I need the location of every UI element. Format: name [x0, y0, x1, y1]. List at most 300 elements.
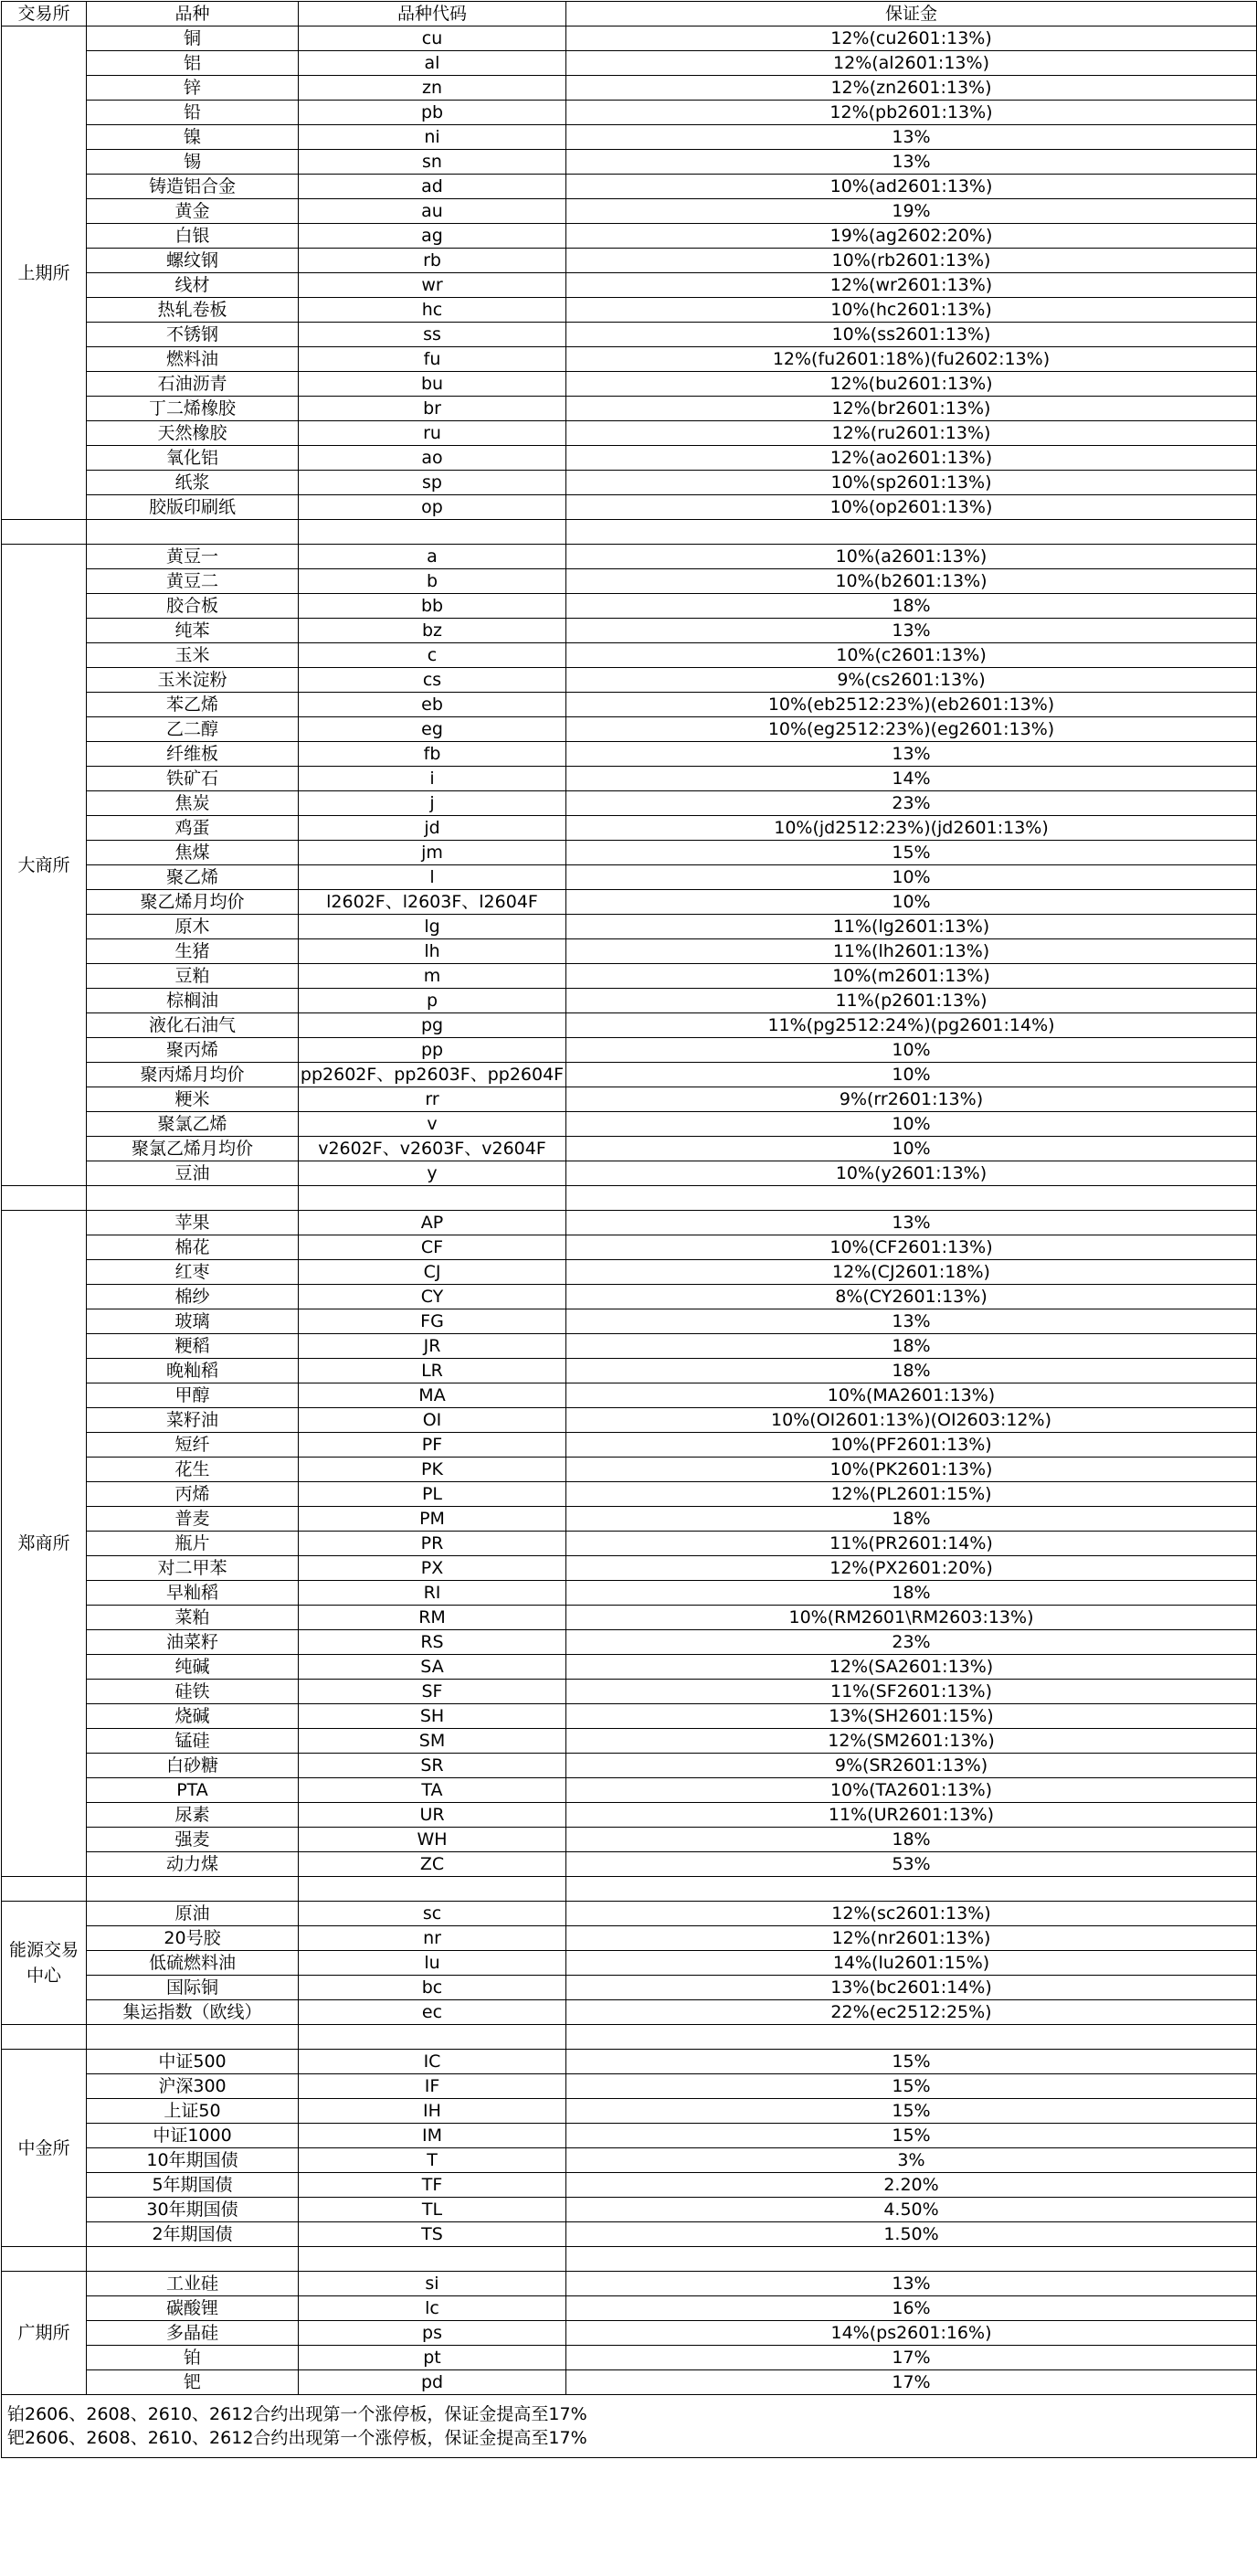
product-name-cell: 焦煤: [87, 841, 299, 865]
product-name-cell: 黄豆二: [87, 569, 299, 594]
margin-cell: 17%: [566, 2346, 1257, 2370]
table-row: [2, 1630, 1257, 1655]
product-code-cell: zn: [299, 76, 566, 101]
product-name-cell: 烧碱: [87, 1704, 299, 1729]
table-row: [2, 249, 1257, 273]
product-code-cell: PM: [299, 1507, 566, 1532]
exchange-cell: 能源交易中心: [2, 1902, 87, 2025]
product-name-cell: 焦炭: [87, 791, 299, 816]
margin-cell: 12%(nr2601:13%): [566, 1926, 1257, 1951]
product-name-cell: 锌: [87, 76, 299, 101]
table-row: [2, 619, 1257, 643]
table-row: [2, 1137, 1257, 1161]
table-row: [2, 915, 1257, 939]
product-name-cell: 粳米: [87, 1087, 299, 1112]
product-name-cell: 鸡蛋: [87, 816, 299, 841]
product-code-cell: v: [299, 1112, 566, 1137]
product-code-cell: si: [299, 2272, 566, 2296]
margin-cell: 12%(SA2601:13%): [566, 1655, 1257, 1680]
header-product-code: 品种代码: [299, 2, 566, 27]
table-row: [2, 1976, 1257, 2000]
margin-cell: 12%(fu2601:18%)(fu2602:13%): [566, 347, 1257, 372]
exchange-cell: 中金所: [2, 2050, 87, 2247]
product-code-cell: TL: [299, 2198, 566, 2222]
product-name-cell: 花生: [87, 1458, 299, 1482]
empty-cell: [299, 1186, 566, 1211]
table-row: [2, 1359, 1257, 1383]
margin-cell: 10%: [566, 865, 1257, 890]
product-name-cell: 低硫燃料油: [87, 1951, 299, 1976]
margin-cell: 15%: [566, 2099, 1257, 2124]
table-row: [2, 175, 1257, 199]
margin-cell: 10%: [566, 1112, 1257, 1137]
product-name-cell: 液化石油气: [87, 1013, 299, 1038]
table-row: [2, 2321, 1257, 2346]
empty-cell: [87, 520, 299, 545]
product-code-cell: j: [299, 791, 566, 816]
product-name-cell: 胶合板: [87, 594, 299, 619]
product-name-cell: 黄豆一: [87, 545, 299, 569]
margin-cell: 10%(op2601:13%): [566, 495, 1257, 520]
product-name-cell: 工业硅: [87, 2272, 299, 2296]
margin-cell: 9%(cs2601:13%): [566, 668, 1257, 693]
exchange-cell: 大商所: [2, 545, 87, 1186]
margin-cell: 10%: [566, 1038, 1257, 1063]
product-name-cell: 沪深300: [87, 2074, 299, 2099]
empty-cell: [566, 2025, 1257, 2050]
margin-cell: 18%: [566, 1334, 1257, 1359]
table-row: [2, 2173, 1257, 2198]
table-row: [2, 421, 1257, 446]
table-row: [2, 2074, 1257, 2099]
table-row: [2, 1680, 1257, 1704]
table-row: [2, 1063, 1257, 1087]
product-name-cell: 铂: [87, 2346, 299, 2370]
product-code-cell: br: [299, 397, 566, 421]
margin-cell: 1.50%: [566, 2222, 1257, 2247]
product-code-cell: RM: [299, 1606, 566, 1630]
table-row: [2, 1606, 1257, 1630]
product-code-cell: sp: [299, 471, 566, 495]
margin-cell: 13%: [566, 1309, 1257, 1334]
product-code-cell: SF: [299, 1680, 566, 1704]
product-name-cell: 苯乙烯: [87, 693, 299, 717]
product-code-cell: sc: [299, 1902, 566, 1926]
table-row: [2, 569, 1257, 594]
margin-cell: 10%: [566, 1137, 1257, 1161]
table-row: [2, 101, 1257, 125]
table-row: [2, 1334, 1257, 1359]
product-name-cell: 纸浆: [87, 471, 299, 495]
product-code-cell: op: [299, 495, 566, 520]
margin-cell: 10%(hc2601:13%): [566, 298, 1257, 323]
margin-cell: 10%(PF2601:13%): [566, 1433, 1257, 1458]
product-name-cell: 棉花: [87, 1235, 299, 1260]
margin-cell: 9%(SR2601:13%): [566, 1754, 1257, 1778]
product-name-cell: 动力煤: [87, 1852, 299, 1877]
product-name-cell: 黄金: [87, 199, 299, 224]
header-margin: 保证金: [566, 2, 1257, 27]
table-row: [2, 471, 1257, 495]
margin-cell: 10%(MA2601:13%): [566, 1383, 1257, 1408]
table-row: [2, 989, 1257, 1013]
product-code-cell: CY: [299, 1285, 566, 1309]
table-row: [2, 1260, 1257, 1285]
product-code-cell: PF: [299, 1433, 566, 1458]
product-code-cell: nr: [299, 1926, 566, 1951]
product-code-cell: y: [299, 1161, 566, 1186]
product-code-cell: lh: [299, 939, 566, 964]
margin-cell: 13%(SH2601:15%): [566, 1704, 1257, 1729]
product-code-cell: p: [299, 989, 566, 1013]
product-name-cell: 玉米淀粉: [87, 668, 299, 693]
table-row: [2, 446, 1257, 471]
empty-cell: [2, 2025, 87, 2050]
product-code-cell: MA: [299, 1383, 566, 1408]
product-name-cell: 红枣: [87, 1260, 299, 1285]
margin-cell: 12%(PX2601:20%): [566, 1556, 1257, 1581]
margin-cell: 18%: [566, 1581, 1257, 1606]
table-row: [2, 1482, 1257, 1507]
table-row: [2, 841, 1257, 865]
product-code-cell: bb: [299, 594, 566, 619]
margin-cell: 10%(y2601:13%): [566, 1161, 1257, 1186]
product-name-cell: 生猪: [87, 939, 299, 964]
margin-cell: 12%(pb2601:13%): [566, 101, 1257, 125]
table-row: [2, 1581, 1257, 1606]
product-code-cell: SM: [299, 1729, 566, 1754]
margin-cell: 12%(CJ2601:18%): [566, 1260, 1257, 1285]
table-row: [2, 298, 1257, 323]
table-row: [2, 273, 1257, 298]
table-row: [2, 742, 1257, 767]
product-code-cell: PK: [299, 1458, 566, 1482]
product-name-cell: 国际铜: [87, 1976, 299, 2000]
product-name-cell: 尿素: [87, 1803, 299, 1828]
table-row: [2, 1458, 1257, 1482]
margin-cell: 15%: [566, 2050, 1257, 2074]
product-name-cell: 普麦: [87, 1507, 299, 1532]
product-code-cell: pt: [299, 2346, 566, 2370]
product-name-cell: 螺纹钢: [87, 249, 299, 273]
exchange-cell: 郑商所: [2, 1211, 87, 1877]
product-code-cell: pb: [299, 101, 566, 125]
table-row: [2, 2000, 1257, 2025]
spacer-row: [2, 1877, 1257, 1902]
product-name-cell: 碳酸锂: [87, 2296, 299, 2321]
margin-cell: 13%(bc2601:14%): [566, 1976, 1257, 2000]
table-row: [2, 1383, 1257, 1408]
product-name-cell: 锡: [87, 150, 299, 175]
product-code-cell: TS: [299, 2222, 566, 2247]
product-code-cell: FG: [299, 1309, 566, 1334]
table-row: [2, 76, 1257, 101]
spacer-row: [2, 1186, 1257, 1211]
product-name-cell: 中证500: [87, 2050, 299, 2074]
empty-cell: [566, 2247, 1257, 2272]
margin-cell: 15%: [566, 841, 1257, 865]
product-code-cell: OI: [299, 1408, 566, 1433]
margin-cell: 14%(ps2601:16%): [566, 2321, 1257, 2346]
margin-cell: 23%: [566, 791, 1257, 816]
margin-cell: 18%: [566, 594, 1257, 619]
margin-cell: 13%: [566, 619, 1257, 643]
margin-cell: 13%: [566, 742, 1257, 767]
margin-cell: 12%(br2601:13%): [566, 397, 1257, 421]
product-name-cell: 胶版印刷纸: [87, 495, 299, 520]
product-code-cell: cs: [299, 668, 566, 693]
table-row: [2, 2222, 1257, 2247]
table-row: [2, 2370, 1257, 2395]
product-name-cell: 原木: [87, 915, 299, 939]
margin-cell: 10%(ad2601:13%): [566, 175, 1257, 199]
product-name-cell: 晚籼稻: [87, 1359, 299, 1383]
product-name-cell: 不锈钢: [87, 323, 299, 347]
product-name-cell: 铸造铝合金: [87, 175, 299, 199]
product-name-cell: 燃料油: [87, 347, 299, 372]
table-row: [2, 545, 1257, 569]
product-code-cell: PL: [299, 1482, 566, 1507]
margin-cell: 12%(sc2601:13%): [566, 1902, 1257, 1926]
margin-cell: 11%(pg2512:24%)(pg2601:14%): [566, 1013, 1257, 1038]
product-code-cell: bc: [299, 1976, 566, 2000]
table-row: [2, 397, 1257, 421]
product-name-cell: 白砂糖: [87, 1754, 299, 1778]
product-name-cell: 纤维板: [87, 742, 299, 767]
empty-cell: [2, 2247, 87, 2272]
table-row: [2, 594, 1257, 619]
note-text: 铂2606、2608、2610、2612合约出现第一个涨停板，保证金提高至17%: [2, 2395, 1257, 2427]
margin-cell: 19%(ag2602:20%): [566, 224, 1257, 249]
product-code-cell: v2602F、v2603F、v2604F: [299, 1137, 566, 1161]
product-code-cell: CJ: [299, 1260, 566, 1285]
margin-cell: 10%(PK2601:13%): [566, 1458, 1257, 1482]
product-name-cell: 短纤: [87, 1433, 299, 1458]
product-code-cell: cu: [299, 27, 566, 51]
empty-cell: [299, 2247, 566, 2272]
margin-cell: 10%(TA2601:13%): [566, 1778, 1257, 1803]
product-name-cell: 纯碱: [87, 1655, 299, 1680]
product-name-cell: 铁矿石: [87, 767, 299, 791]
margin-table-container: [1, 1, 1256, 2458]
margin-cell: 14%: [566, 767, 1257, 791]
table-row: [2, 1433, 1257, 1458]
table-row: [2, 2346, 1257, 2370]
product-code-cell: PR: [299, 1532, 566, 1556]
product-name-cell: 对二甲苯: [87, 1556, 299, 1581]
empty-cell: [299, 2025, 566, 2050]
table-row: [2, 1235, 1257, 1260]
product-code-cell: SA: [299, 1655, 566, 1680]
product-code-cell: WH: [299, 1828, 566, 1852]
product-name-cell: 棉纱: [87, 1285, 299, 1309]
product-name-cell: 中证1000: [87, 2124, 299, 2148]
product-code-cell: rb: [299, 249, 566, 273]
product-name-cell: 苹果: [87, 1211, 299, 1235]
margin-cell: 19%: [566, 199, 1257, 224]
product-code-cell: lu: [299, 1951, 566, 1976]
margin-cell: 10%(CF2601:13%): [566, 1235, 1257, 1260]
empty-cell: [2, 1877, 87, 1902]
table-row: [2, 1112, 1257, 1137]
margin-cell: 10%(eg2512:23%)(eg2601:13%): [566, 717, 1257, 742]
product-name-cell: 粳稻: [87, 1334, 299, 1359]
margin-cell: 12%(wr2601:13%): [566, 273, 1257, 298]
table-row: [2, 27, 1257, 51]
product-name-cell: 豆油: [87, 1161, 299, 1186]
product-code-cell: CF: [299, 1235, 566, 1260]
product-name-cell: 玉米: [87, 643, 299, 668]
product-code-cell: pg: [299, 1013, 566, 1038]
margin-cell: 18%: [566, 1359, 1257, 1383]
product-name-cell: 氧化铝: [87, 446, 299, 471]
product-code-cell: TA: [299, 1778, 566, 1803]
product-code-cell: UR: [299, 1803, 566, 1828]
margin-cell: 15%: [566, 2124, 1257, 2148]
table-row: [2, 693, 1257, 717]
product-code-cell: l: [299, 865, 566, 890]
margin-cell: 8%(CY2601:13%): [566, 1285, 1257, 1309]
empty-cell: [87, 1186, 299, 1211]
product-name-cell: 乙二醇: [87, 717, 299, 742]
table-row: [2, 1556, 1257, 1581]
margin-cell: 12%(bu2601:13%): [566, 372, 1257, 397]
table-row: [2, 323, 1257, 347]
empty-cell: [2, 1186, 87, 1211]
product-code-cell: ec: [299, 2000, 566, 2025]
empty-cell: [566, 1877, 1257, 1902]
margin-cell: 11%(UR2601:13%): [566, 1803, 1257, 1828]
product-code-cell: ZC: [299, 1852, 566, 1877]
product-code-cell: ag: [299, 224, 566, 249]
product-code-cell: AP: [299, 1211, 566, 1235]
table-row: [2, 2099, 1257, 2124]
product-code-cell: lg: [299, 915, 566, 939]
product-code-cell: m: [299, 964, 566, 989]
product-code-cell: a: [299, 545, 566, 569]
table-row: [2, 2296, 1257, 2321]
product-name-cell: 上证50: [87, 2099, 299, 2124]
product-code-cell: bu: [299, 372, 566, 397]
product-code-cell: ao: [299, 446, 566, 471]
table-row: [2, 717, 1257, 742]
product-code-cell: TF: [299, 2173, 566, 2198]
margin-cell: 3%: [566, 2148, 1257, 2173]
product-name-cell: 强麦: [87, 1828, 299, 1852]
product-code-cell: ni: [299, 125, 566, 150]
product-code-cell: ad: [299, 175, 566, 199]
margin-cell: 12%(ao2601:13%): [566, 446, 1257, 471]
product-name-cell: 铝: [87, 51, 299, 76]
margin-cell: 10%(b2601:13%): [566, 569, 1257, 594]
product-name-cell: 菜籽油: [87, 1408, 299, 1433]
product-code-cell: au: [299, 199, 566, 224]
margin-cell: 15%: [566, 2074, 1257, 2099]
product-name-cell: 聚丙烯月均价: [87, 1063, 299, 1087]
table-row: [2, 1038, 1257, 1063]
empty-cell: [566, 520, 1257, 545]
table-row: [2, 2272, 1257, 2296]
product-name-cell: 白银: [87, 224, 299, 249]
product-name-cell: 丁二烯橡胶: [87, 397, 299, 421]
product-name-cell: 聚氯乙烯: [87, 1112, 299, 1137]
product-code-cell: IM: [299, 2124, 566, 2148]
product-code-cell: b: [299, 569, 566, 594]
product-name-cell: 早籼稻: [87, 1581, 299, 1606]
product-code-cell: T: [299, 2148, 566, 2173]
margin-cell: 10%(eb2512:23%)(eb2601:13%): [566, 693, 1257, 717]
product-code-cell: l2602F、l2603F、l2604F: [299, 890, 566, 915]
product-code-cell: lc: [299, 2296, 566, 2321]
product-code-cell: RI: [299, 1581, 566, 1606]
table-row: [2, 865, 1257, 890]
margin-cell: 11%(PR2601:14%): [566, 1532, 1257, 1556]
table-row: [2, 51, 1257, 76]
note-row: [2, 2426, 1257, 2458]
product-code-cell: LR: [299, 1359, 566, 1383]
margin-cell: 10%(m2601:13%): [566, 964, 1257, 989]
note-text: 钯2606、2608、2610、2612合约出现第一个涨停板，保证金提高至17%: [2, 2426, 1257, 2458]
table-row: [2, 643, 1257, 668]
margin-cell: 18%: [566, 1507, 1257, 1532]
empty-cell: [87, 2025, 299, 2050]
table-row: [2, 1926, 1257, 1951]
product-name-cell: 聚氯乙烯月均价: [87, 1137, 299, 1161]
table-row: [2, 1655, 1257, 1680]
product-code-cell: jm: [299, 841, 566, 865]
margin-cell: 10%(c2601:13%): [566, 643, 1257, 668]
table-row: [2, 495, 1257, 520]
product-name-cell: 5年期国债: [87, 2173, 299, 2198]
margin-cell: 9%(rr2601:13%): [566, 1087, 1257, 1112]
exchange-cell: 上期所: [2, 27, 87, 520]
product-code-cell: JR: [299, 1334, 566, 1359]
product-code-cell: pp: [299, 1038, 566, 1063]
margin-cell: 10%(rb2601:13%): [566, 249, 1257, 273]
margin-cell: 11%(lg2601:13%): [566, 915, 1257, 939]
product-code-cell: sn: [299, 150, 566, 175]
product-code-cell: pp2602F、pp2603F、pp2604F: [299, 1063, 566, 1087]
product-name-cell: PTA: [87, 1778, 299, 1803]
header-product: 品种: [87, 2, 299, 27]
exchange-cell: 广期所: [2, 2272, 87, 2395]
margin-cell: 11%(p2601:13%): [566, 989, 1257, 1013]
margin-cell: 14%(lu2601:15%): [566, 1951, 1257, 1976]
product-code-cell: al: [299, 51, 566, 76]
table-row: [2, 2124, 1257, 2148]
table-row: [2, 1285, 1257, 1309]
product-code-cell: rr: [299, 1087, 566, 1112]
table-row: [2, 1902, 1257, 1926]
table-row: [2, 1087, 1257, 1112]
product-code-cell: IF: [299, 2074, 566, 2099]
margin-cell: 10%(ss2601:13%): [566, 323, 1257, 347]
product-code-cell: ss: [299, 323, 566, 347]
product-code-cell: wr: [299, 273, 566, 298]
margin-cell: 12%(cu2601:13%): [566, 27, 1257, 51]
margin-cell: 10%(RM2601\RM2603:13%): [566, 1606, 1257, 1630]
table-row: [2, 1507, 1257, 1532]
margin-cell: 53%: [566, 1852, 1257, 1877]
product-name-cell: 甲醇: [87, 1383, 299, 1408]
margin-cell: 10%(sp2601:13%): [566, 471, 1257, 495]
margin-cell: 13%: [566, 150, 1257, 175]
product-code-cell: fu: [299, 347, 566, 372]
spacer-row: [2, 2025, 1257, 2050]
table-row: [2, 1852, 1257, 1877]
product-code-cell: eb: [299, 693, 566, 717]
table-row: [2, 347, 1257, 372]
